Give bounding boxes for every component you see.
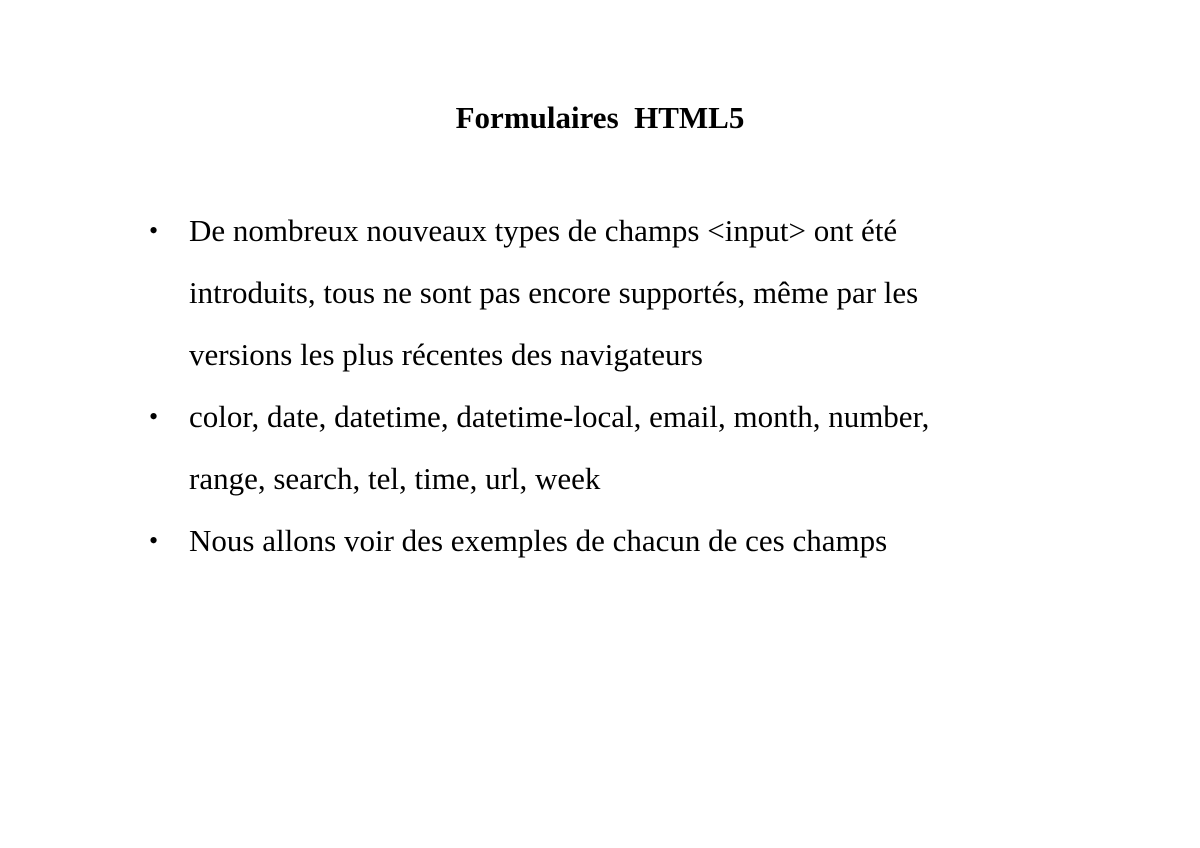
bullet-icon: • [149, 402, 159, 431]
bullet-item [0, 510, 1029, 572]
bullet-icon: • [149, 216, 159, 245]
bullet-item [0, 200, 1029, 386]
bullet-line: Nous allons voir des exemples de chacun de ces champs [189, 523, 888, 558]
bullet-line: versions les plus récentes des navigateurs [189, 337, 703, 372]
bullet-item [0, 386, 1029, 510]
bullet-line: introduits, tous ne sont pas encore supportés, même par les [189, 275, 919, 310]
bullet-line: De nombreux nouveaux types de champs <input> ont été [189, 213, 898, 248]
bullet-icon: • [149, 526, 159, 555]
bullet-line: color, date, datetime, datetime-local, email, month, number, [189, 399, 930, 434]
slide-title: Formulaires HTML5 [455, 100, 745, 135]
bullet-line: range, search, tel, time, url, week [189, 461, 601, 496]
bullet-list [0, 200, 1029, 572]
